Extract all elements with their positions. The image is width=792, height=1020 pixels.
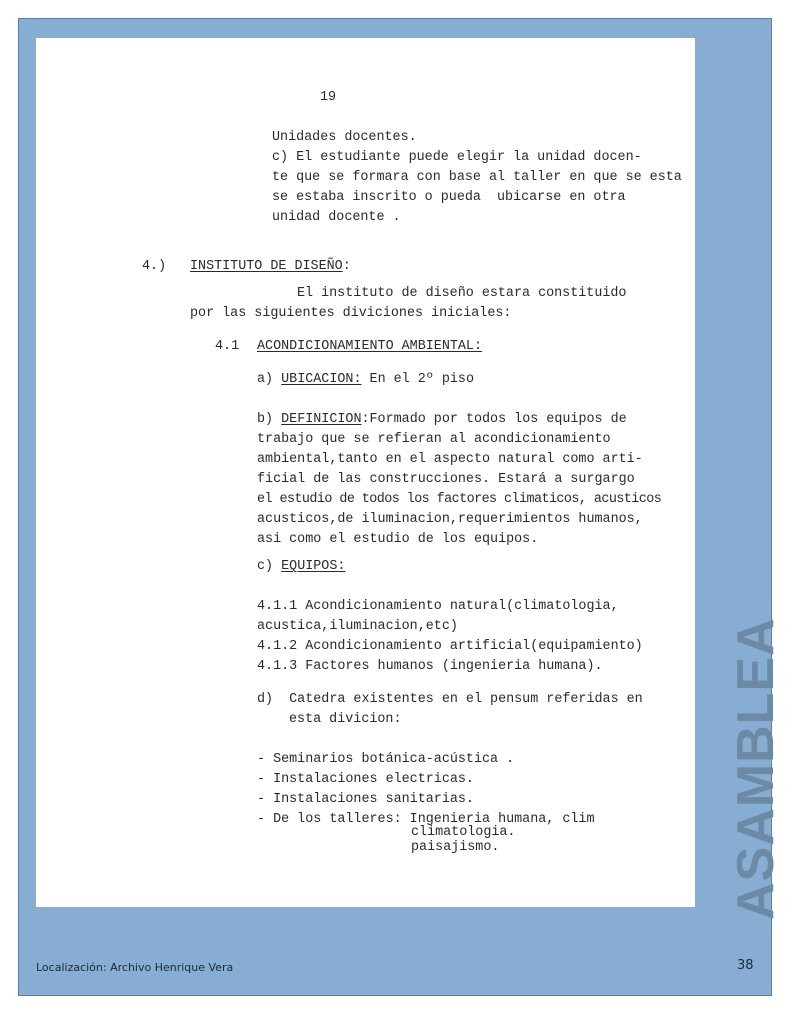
side-title-asamblea: ASAMBLEA [727,617,785,920]
equipos-line-4: 4.1.3 Factores humanos (ingenieria humana). [257,659,603,674]
item-c-prefix: c) [257,559,274,574]
section-4-line-2: por las siguientes diviciones iniciales: [190,306,512,321]
doc-page-number: 19 [320,90,337,105]
section-4-colon: : [342,259,351,274]
intro-line-5: unidad docente . [272,210,401,225]
catedra-list-item: - De los talleres: Ingenieria humana, clim [257,812,595,827]
intro-line-3: te que se formara con base al taller en que se esta [272,170,682,185]
equipos-line-3: 4.1.2 Acondicionamiento artificial(equipamiento) [257,639,643,654]
intro-line-2: c) El estudiante puede elegir la unidad docen- [272,150,642,165]
footer-page-number: 38 [737,958,754,973]
item-b-label: DEFINICION [281,412,362,427]
equipos-line-2: acustica,iluminacion,etc) [257,619,458,634]
section-41-number: 4.1 [215,339,240,354]
item-b-line-3: ambiental,tanto en el aspecto natural como arti- [257,452,643,467]
catedra-list-item: - Instalaciones electricas. [257,772,474,787]
section-4-line-1: El instituto de diseño estara constituido [297,286,627,301]
item-d-line-2: esta divicion: [289,712,402,727]
item-d-line-1: d) Catedra existentes en el pensum referidas en [257,692,643,707]
item-b-line-5: el estudio de todos los factores climaticos, acusticos [257,492,662,507]
item-b-line-4: ficial de las construcciones. Estará a surgargo [257,472,635,487]
catedra-list-item: - Instalaciones sanitarias. [257,792,474,807]
item-b-line-2: trabajo que se refieran al acondicionamiento [257,432,611,447]
item-b-line-7: asi como el estudio de los equipos. [257,532,539,547]
item-c-label: EQUIPOS: [281,559,346,574]
item-a-prefix: a) [257,372,274,387]
intro-line-4: se estaba inscrito o pueda ubicarse en otra [272,190,626,205]
item-b [257,410,627,430]
section-4-title: INSTITUTO DE DISEÑO [190,259,343,274]
section-41-title: ACONDICIONAMIENTO AMBIENTAL: [257,339,482,354]
item-b-line-6: acusticos,de iluminacion,requerimientos humanos, [257,512,643,527]
section-4-number: 4.) [142,259,167,274]
catedra-list-item: - Seminarios botánica-acústica . [257,752,515,767]
item-a-text: En el 2º piso [369,372,474,387]
catedra-list-continuation: climatologia. [411,825,516,840]
item-b-prefix: b) [257,412,274,427]
item-a [257,370,474,390]
item-a-label: UBICACION: [281,372,362,387]
footer-location: Localización: Archivo Henrique Vera [36,961,234,974]
item-b-line-1: :Formado por todos los equipos de [361,412,627,427]
intro-line-1: Unidades docentes. [272,130,417,145]
equipos-line-1: 4.1.1 Acondicionamiento natural(climatologia, [257,599,619,614]
section-4-heading [190,257,351,277]
item-c [257,557,345,577]
catedra-list-continuation: paisajismo. [411,840,500,855]
